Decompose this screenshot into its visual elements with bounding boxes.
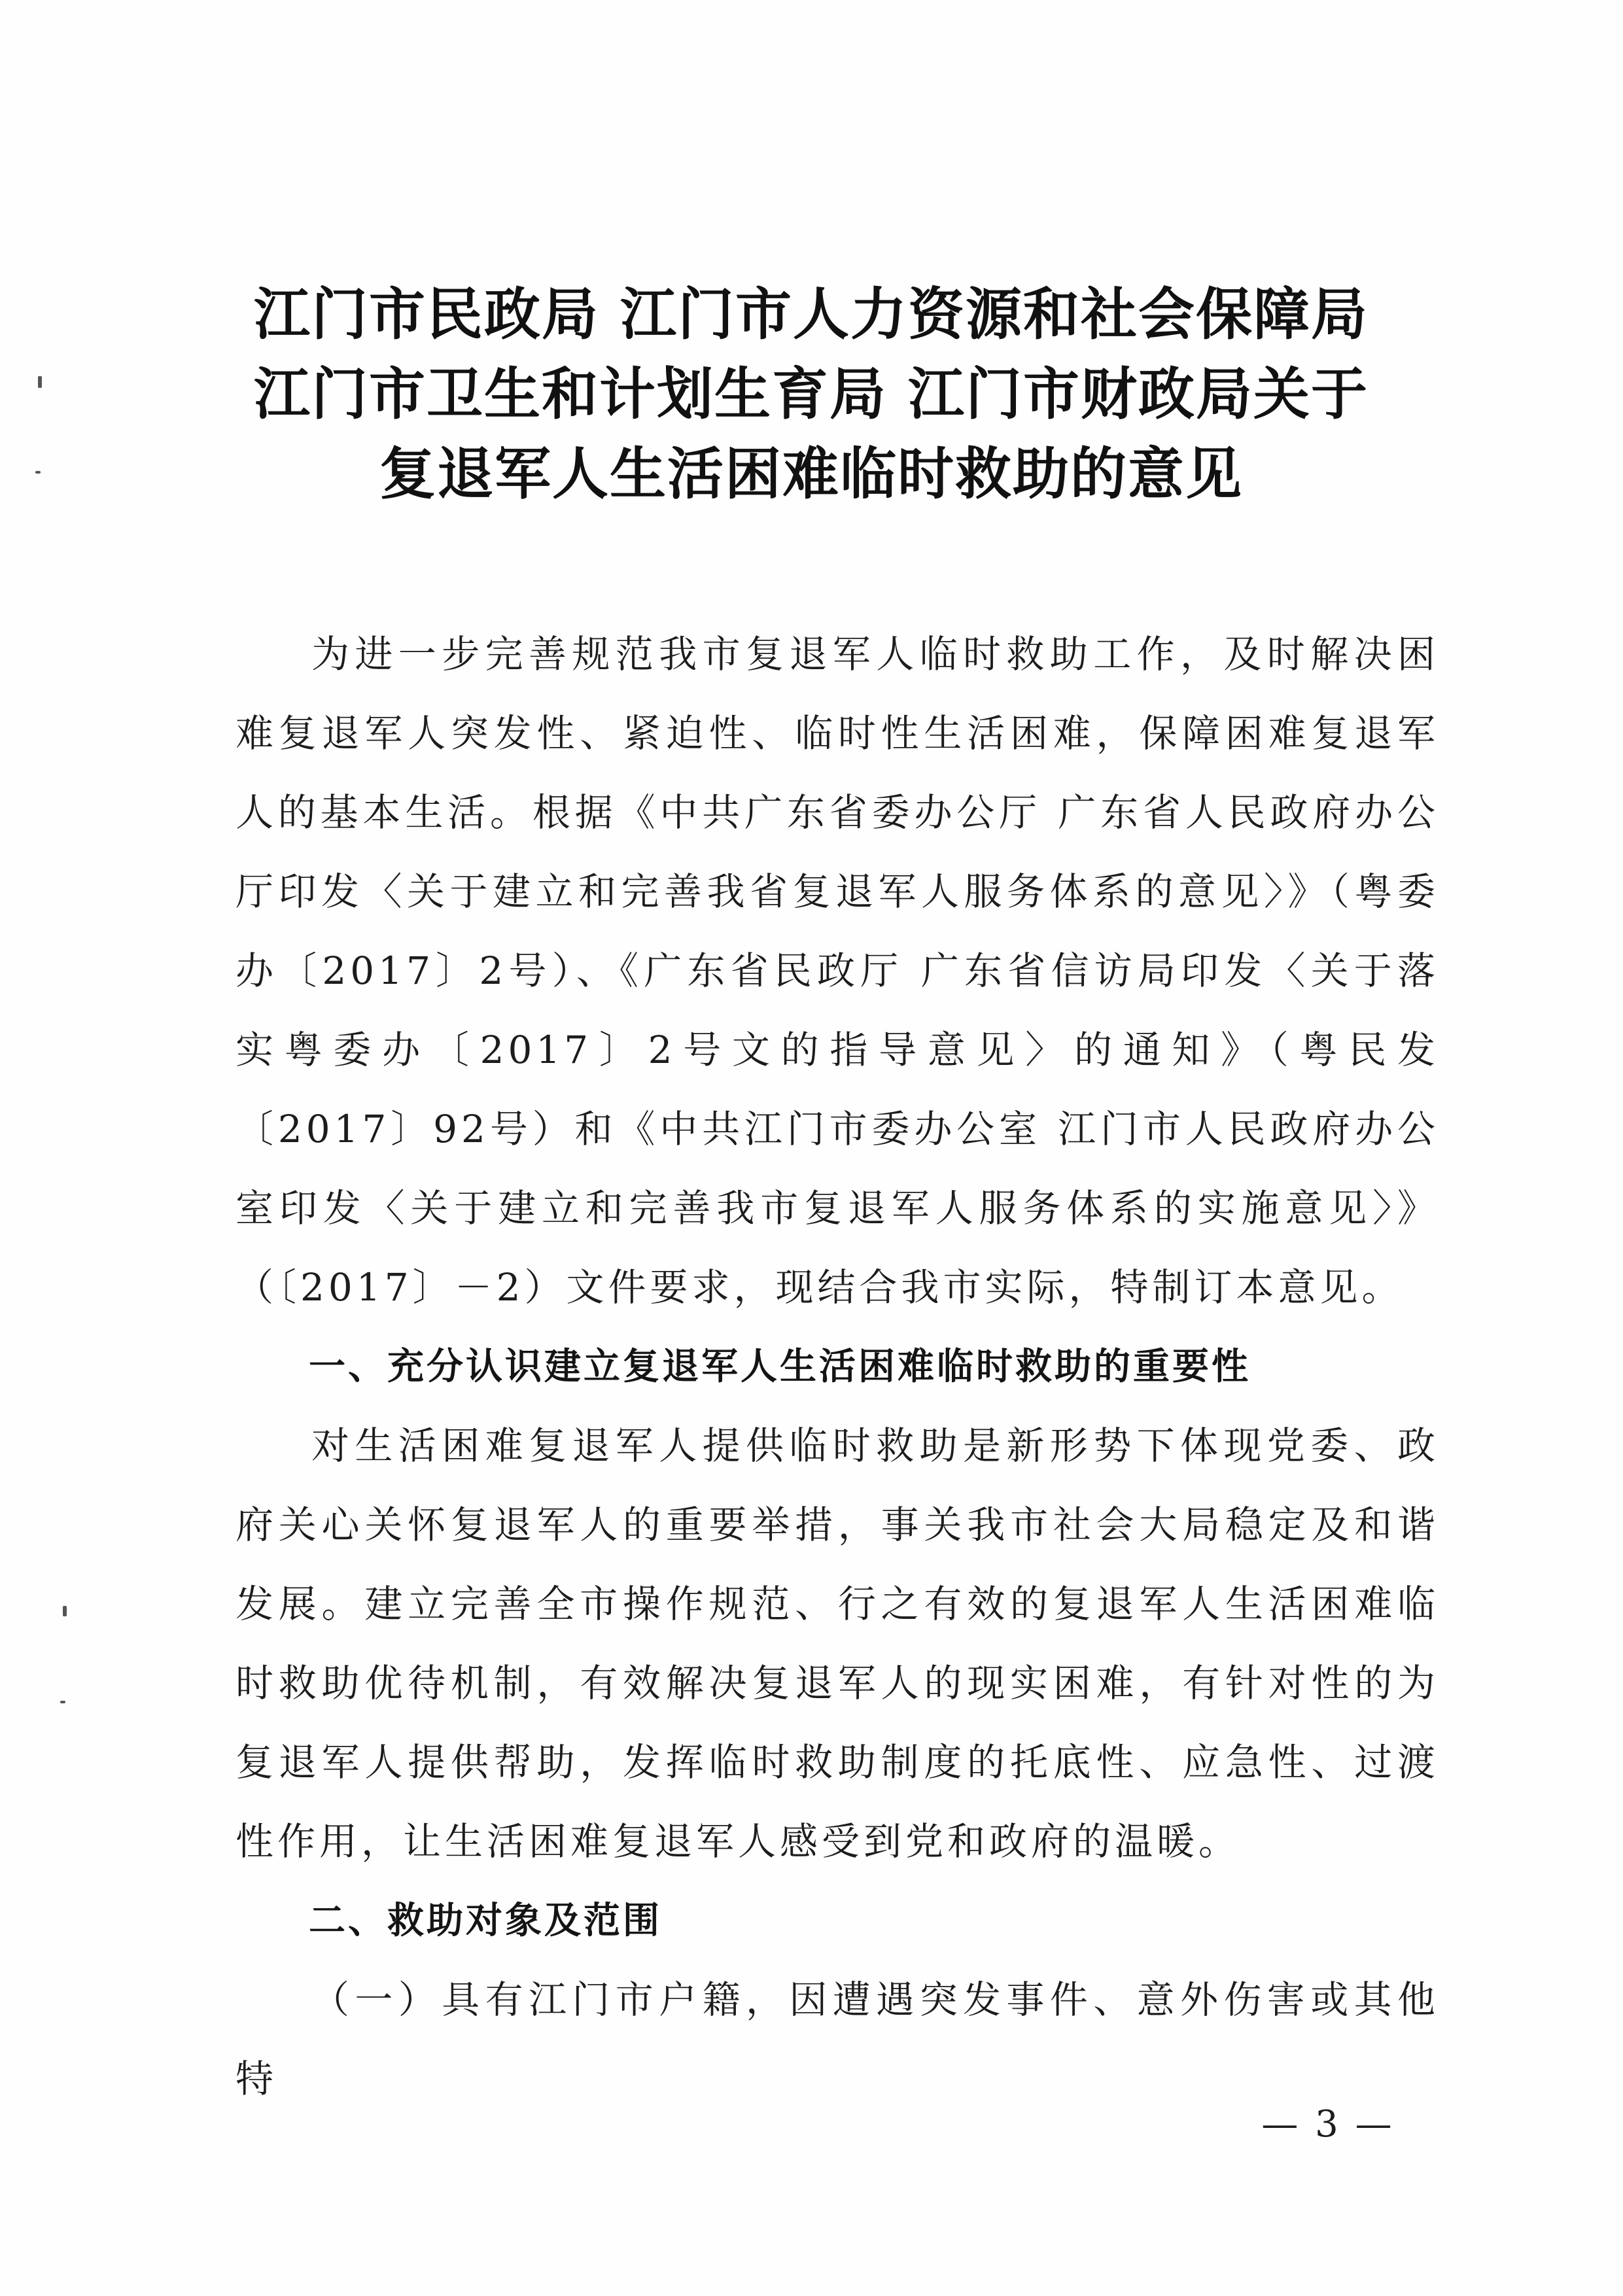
document-body [236,615,1439,2119]
document-title [196,275,1426,514]
title-line-1: 江门市民政局 江门市人力资源和社会保障局 [254,282,1369,347]
section-2-item-1: （一）具有江门市户籍，因遭遇突发事件、意外伤害或其他特 [236,1977,1439,2101]
scan-mark [63,1606,67,1616]
page-number: — 3 — [1261,2103,1395,2146]
scan-mark [60,1701,65,1703]
section-heading-2: 二、救助对象及范围 [309,1900,662,1942]
title-line-2: 江门市卫生和计划生育局 江门市财政局关于 [254,362,1369,427]
title-line-3: 复退军人生活困难临时救助的意见 [379,442,1243,507]
intro-paragraph: 为进一步完善规范我市复退军人临时救助工作，及时解决困难复退军人突发性、紧迫性、临时性生活困难，保障困难复退军人的基本生活。根据《中共广东省委办公厅 广东省人民政府办公厅印发〈关于建立和完善我省复退军人服务体系的意见〉》（粤委办〔2017〕2号）、《广东省民政厅 广东省信访局印发〈关于落实粤委办〔2017〕2号文的指导意见〉的通知》（粤民发〔2017〕92号）和《中共江门市委办公室 江门市人民政府办公室印发〈关于建立和完善我市复退军人服务体系的实施意见〉》（〔2017〕－2）文件要求，现结合我市实际，特制订本意见。 [236,632,1439,1310]
scan-mark [35,471,41,474]
section-heading-1: 一、充分认识建立复退军人生活困难临时救助的重要性 [309,1346,1251,1388]
scan-mark [38,376,42,388]
section-1-paragraph: 对生活困难复退军人提供临时救助是新形势下体现党委、政府关心关怀复退军人的重要举措，事关我市社会大局稳定及和谐发展。建立完善全市操作规范、行之有效的复退军人生活困难临时救助优待机制，有效解决复退军人的现实困难，有针对性的为复退军人提供帮助，发挥临时救助制度的托底性、应急性、过渡性作用，让生活困难复退军人感受到党和政府的温暖。 [236,1423,1439,1864]
